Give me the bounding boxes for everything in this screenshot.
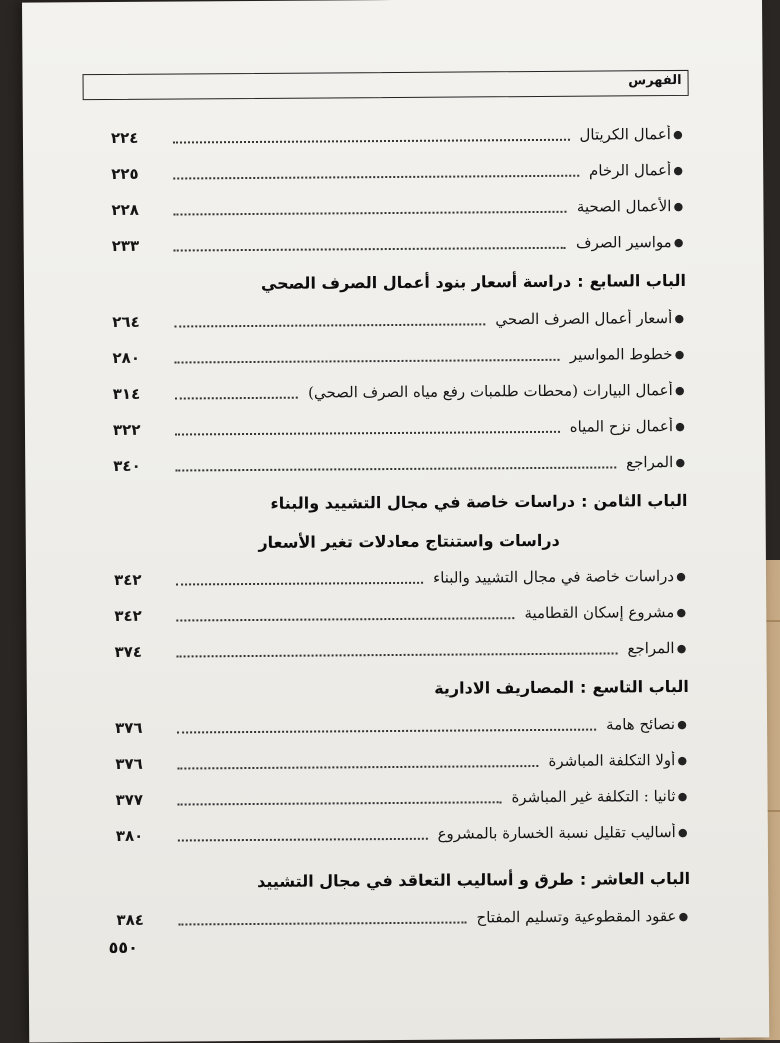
index-entry — [112, 300, 686, 340]
bullet-icon: ● — [676, 641, 687, 655]
bullet-icon: ● — [673, 163, 684, 177]
bullet-icon: ● — [674, 311, 685, 325]
entry-label: خطوط المواسير — [569, 345, 673, 364]
entry-label: أولا التكلفة المباشرة — [548, 751, 676, 770]
bullet-icon: ● — [675, 419, 685, 433]
chapter-subtitle: دراسات واستنتاج معادلات تغير الأسعار — [258, 530, 560, 552]
chapter-number: الباب العاشر — [592, 868, 691, 889]
chapter-separator: : — [579, 869, 587, 889]
entry-page: ٣٨٤ — [116, 910, 144, 929]
bullet-icon: ● — [677, 753, 688, 767]
entry-label: أعمال البيارات (محطات طلمبات رفع مياه الصرف الصحي) — [308, 381, 673, 402]
bullet-icon: ● — [677, 825, 688, 839]
entry-page: ٣٤٢ — [114, 606, 142, 625]
bullet-icon: ● — [677, 789, 688, 803]
entry-label: أعمال نزح المياه — [569, 417, 674, 436]
entry-page: ٣٤٢ — [113, 570, 142, 589]
dot-leader — [178, 801, 502, 805]
dot-leader — [176, 582, 423, 586]
index-entry — [115, 778, 689, 818]
chapter-separator: : — [577, 271, 584, 291]
index-entry — [116, 814, 690, 854]
bullet-icon: ● — [675, 455, 686, 469]
header-frame — [83, 70, 689, 100]
index-entry — [114, 630, 688, 670]
entry-page: ٣٢٢ — [112, 420, 141, 439]
dot-leader — [173, 211, 566, 216]
entry-label: مواسير الصرف — [575, 233, 672, 252]
entry-page: ٣٤٠ — [113, 456, 141, 475]
chapter-number: الباب السابع — [589, 270, 687, 291]
index-entry — [111, 116, 685, 156]
chapter-heading — [112, 260, 686, 304]
index-entry — [114, 558, 688, 598]
bullet-icon: ● — [673, 235, 684, 249]
entry-page: ٢٣٣ — [111, 236, 140, 255]
chapter-title: المصاريف الادارية — [434, 677, 575, 698]
index-entry — [113, 444, 687, 484]
index-entry — [113, 372, 687, 412]
dot-leader — [173, 139, 570, 144]
entry-label: أعمال الرخام — [588, 161, 672, 180]
index-entry — [111, 152, 685, 192]
bullet-icon: ● — [674, 383, 685, 397]
entry-label: دراسات خاصة في مجال التشييد والبناء — [433, 567, 675, 587]
bullet-icon: ● — [678, 909, 689, 923]
dot-leader — [175, 466, 616, 471]
dot-leader — [178, 922, 466, 926]
entry-label: أساليب تقليل نسبة الخسارة بالمشروع — [437, 823, 676, 843]
bullet-icon: ● — [676, 569, 686, 583]
chapter-title: دراسات خاصة في مجال التشييد والبناء — [270, 491, 576, 513]
index-entry — [115, 706, 689, 746]
bullet-icon: ● — [676, 605, 687, 619]
bullet-icon: ● — [674, 347, 685, 361]
dot-leader — [174, 247, 566, 252]
index-entry — [116, 898, 690, 938]
entry-page: ٣٨٠ — [115, 826, 144, 845]
chapter-heading — [116, 858, 690, 902]
page-number: ٥٥٠ — [108, 937, 138, 958]
dot-leader — [174, 323, 485, 327]
entry-label: المراجع — [627, 639, 675, 658]
chapter-title: دراسة أسعار بنود أعمال الصرف الصحي — [260, 271, 572, 293]
dot-leader — [173, 175, 579, 180]
bullet-icon: ● — [677, 717, 687, 731]
chapter-title: طرق و أساليب التعاقد في مجال التشييد — [256, 869, 574, 891]
dot-leader — [177, 729, 596, 734]
chapter-heading — [113, 480, 687, 524]
bullet-icon: ● — [673, 127, 683, 141]
entry-page: ٢٢٨ — [111, 200, 139, 219]
chapter-separator: : — [581, 491, 588, 511]
dot-leader — [178, 838, 428, 842]
entry-page: ٣٧٦ — [115, 718, 143, 737]
entry-page: ٢٢٥ — [111, 164, 139, 183]
header-title: الفهرس — [628, 72, 682, 89]
dot-leader — [175, 397, 298, 400]
entry-label: ثانيا : التكلفة غير المباشرة — [511, 787, 676, 807]
entry-label: أسعار أعمال الصرف الصحي — [495, 309, 673, 329]
index-entry — [114, 594, 688, 634]
dot-leader — [177, 652, 618, 657]
entry-page: ٢٨٠ — [112, 348, 141, 367]
entry-label: أعمال الكريتال — [579, 125, 672, 144]
entry-page: ٢٢٤ — [110, 128, 139, 147]
entry-page: ٣٧٧ — [115, 790, 144, 809]
entry-page: ٢٦٤ — [112, 312, 140, 331]
chapter-separator: : — [579, 677, 587, 697]
entry-label: المراجع — [626, 453, 674, 472]
dot-leader — [177, 765, 538, 770]
chapter-heading — [115, 666, 689, 710]
book-page — [22, 0, 769, 1043]
index-content — [111, 116, 691, 938]
dot-leader — [176, 617, 514, 621]
index-entry — [115, 742, 689, 782]
index-entry — [112, 224, 686, 264]
index-entry — [113, 408, 687, 448]
entry-label: الأعمال الصحية — [576, 197, 672, 216]
index-entry — [111, 188, 685, 228]
entry-label: عقود المقطوعية وتسليم المفتاح — [476, 907, 677, 927]
index-entry — [112, 336, 686, 376]
chapter-number: الباب الثامن — [593, 490, 688, 511]
chapter-number: الباب التاسع — [592, 676, 689, 697]
bullet-icon: ● — [673, 199, 684, 213]
entry-page: ٣٧٤ — [114, 642, 143, 661]
entry-page: ٣٧٦ — [115, 754, 143, 773]
entry-page: ٣١٤ — [112, 384, 141, 403]
entry-label: مشروع إسكان القطامية — [524, 603, 675, 623]
dot-leader — [175, 359, 560, 364]
entry-label: نصائح هامة — [606, 715, 676, 734]
dot-leader — [175, 431, 560, 436]
